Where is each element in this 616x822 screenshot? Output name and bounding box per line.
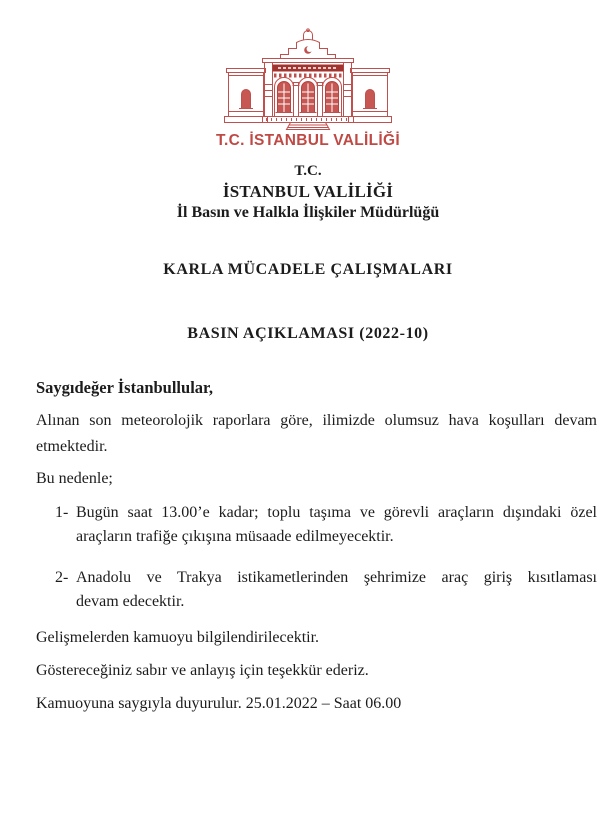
list-item-1-line1: Bugün saat 13.00’e kadar; toplu taşıma ve görevli araçların dışındaki özel xyxy=(76,504,597,521)
list-item-1-text xyxy=(76,501,597,549)
paragraph-tesekkur: Göstereceğiniz sabır ve anlayış için teşekkür ederiz. xyxy=(36,662,369,679)
paragraph-weather-line1: Alınan son meteorolojik raporlara göre, ilimizde olumsuz hava koşulları devam xyxy=(36,412,597,429)
paragraph-kamuoyu: Gelişmelerden kamuoyu bilgilendirilecektir. xyxy=(36,629,320,646)
paragraph-weather-line2: etmektedir. xyxy=(36,438,108,455)
salutation: Saygıdeğer İstanbullular, xyxy=(36,378,213,397)
list-item-2-text xyxy=(76,566,597,614)
list-item-2 xyxy=(36,566,597,614)
letterhead-mudurlugu: İl Basın ve Halkla İlişkiler Müdürlüğü xyxy=(176,204,440,221)
list-item-2-line2: devam edecektir. xyxy=(76,593,185,610)
paragraph-weather xyxy=(36,408,597,460)
paragraph-bu-nedenle: Bu nedenle; xyxy=(36,470,113,487)
bulletin-title: BASIN AÇIKLAMASI (2022-10) xyxy=(187,325,429,342)
list-item-2-marker: 2- xyxy=(55,569,69,586)
subject-title: KARLA MÜCADELE ÇALIŞMALARI xyxy=(163,261,453,278)
document-body xyxy=(0,377,616,717)
list-item-1-marker: 1- xyxy=(55,504,69,521)
list-item-2-line1: Anadolu ve Trakya istikametlerinden şehrimize araç giriş kısıtlaması xyxy=(76,569,597,586)
letterhead-valilik: İSTANBUL VALİLİĞİ xyxy=(222,182,394,201)
closing-line: Kamuoyuna saygıyla duyurulur. 25.01.2022 – Saat 06.00 xyxy=(36,695,402,712)
logo xyxy=(0,0,616,150)
governorship-building-icon xyxy=(220,28,396,130)
letterhead-tc: T.C. xyxy=(294,163,322,179)
letterhead xyxy=(0,162,616,223)
list-item-1-line2: araçların trafiğe çıkışına müsaade edilmeyecektir. xyxy=(76,528,394,545)
list-item-1 xyxy=(36,501,597,549)
logo-caption: T.C. İSTANBUL VALİLİĞİ xyxy=(216,132,400,149)
